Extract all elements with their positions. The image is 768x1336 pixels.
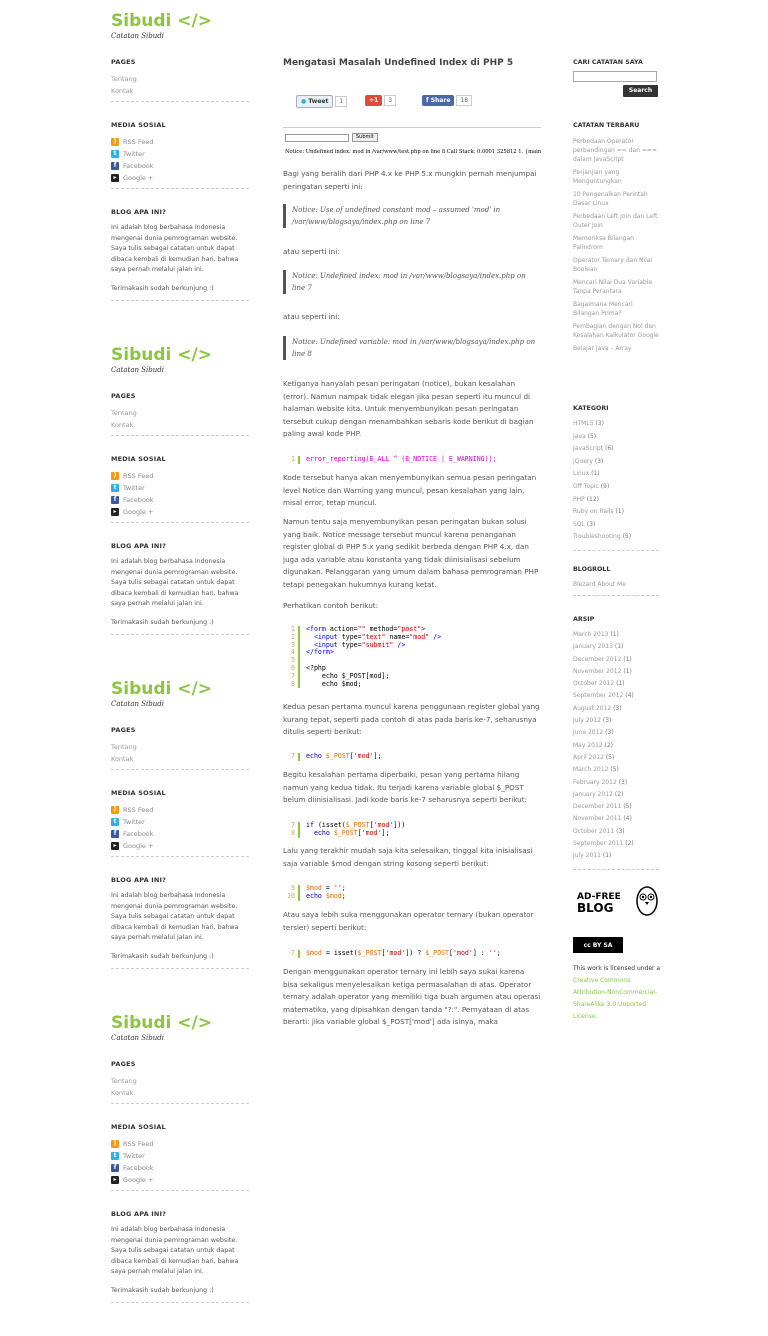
social-rss[interactable] <box>111 804 249 816</box>
site-title[interactable]: Sibudi </> <box>111 345 212 365</box>
recent-title: CATATAN TERBARU <box>573 122 640 129</box>
pages-widget <box>111 392 249 436</box>
code-block: 7 echo $_POST['mod']; <box>291 752 382 760</box>
gplus-button[interactable]: +1 <box>365 95 382 106</box>
archive-link[interactable]: December 2012 (1) <box>573 655 632 663</box>
category-link[interactable]: PHP (12) <box>573 495 599 503</box>
brand[interactable] <box>111 1012 212 1042</box>
archives-title: ARSIP <box>573 616 595 623</box>
about-title: BLOG APA INI? <box>111 1210 167 1218</box>
recent-post-link[interactable]: Memeriksa Bilangan Palindrom <box>573 235 634 251</box>
pages-widget <box>111 1060 249 1104</box>
social-twitter[interactable] <box>111 1150 249 1162</box>
facebook-icon: f <box>111 1164 119 1172</box>
paragraph: Kedua pesan pertama muncul karena penggunaan register global yang kurang tepat, seperti pada contoh di atas pada baris ke-7, seharusnya ditulis seperti berikut: <box>283 702 540 736</box>
social-widget <box>111 789 249 857</box>
category-link[interactable]: Ruby on Rails (1) <box>573 508 624 516</box>
thanks-text: Terimakasih sudah berkunjung :) <box>111 952 214 960</box>
archive-link[interactable]: March 2012 (5) <box>573 766 619 774</box>
pages-widget <box>111 58 249 102</box>
archive-link[interactable]: February 2012 (3) <box>573 778 628 786</box>
archive-link[interactable]: September 2012 (4) <box>573 692 634 700</box>
page-link-kontak[interactable]: Kontak <box>111 421 134 429</box>
twitter-icon: t <box>111 818 119 826</box>
rss-icon: ) <box>111 806 119 814</box>
archive-link[interactable]: September 2011 (2) <box>573 840 634 848</box>
about-widget <box>111 208 249 301</box>
rss-icon: ) <box>111 1140 119 1148</box>
social-twitter[interactable] <box>111 148 249 160</box>
site-tagline: Catatan Sibudi <box>111 366 164 374</box>
left-block <box>111 1002 249 1336</box>
categories <box>573 404 659 551</box>
social-label: Twitter <box>123 818 145 826</box>
youtube-play-icon: ▸ <box>111 508 119 516</box>
site-tagline: Catatan Sibudi <box>111 32 164 40</box>
example-form <box>285 133 378 142</box>
site-title[interactable]: Sibudi </> <box>111 11 212 31</box>
notice-output: Notice: Undefined index: mod in /var/www/test.php on line 8 Call Stack: 0.0001 325812 1. {main <box>285 149 542 155</box>
social-googleplus[interactable] <box>111 1174 249 1186</box>
recent-post-link[interactable]: Operator Ternary dan Nilai Boolean <box>573 257 653 273</box>
category-link[interactable]: Java (5) <box>573 432 597 440</box>
svg-text:AD-FREE: AD-FREE <box>577 892 621 902</box>
gplus-count: 3 <box>384 95 396 106</box>
recent-post-link[interactable]: Pembagian dengan Nol dan Kesalahan Kalkulator Google <box>573 323 659 339</box>
social-label: Twitter <box>123 1152 145 1160</box>
fb-share-button[interactable] <box>422 95 454 106</box>
recent-posts <box>573 121 659 357</box>
twitter-icon: t <box>111 150 119 158</box>
about-title: BLOG APA INI? <box>111 542 167 550</box>
about-text: Ini adalah blog berbahasa Indonesia mengenai dunia pemrograman website. Saya tulis sebagai catatan untuk dapat dibaca kembali di kemudian hari, bahwa saya pernah melalui jalan ini. <box>111 892 239 941</box>
facebook-icon: f <box>111 496 119 504</box>
blockquote: Notice: Use of undefined constant mod – assumed 'mod' in /var/www/blogsaya/index.php on line 7 <box>283 204 541 228</box>
pages-title: PAGES <box>111 726 136 734</box>
social-label: Google + <box>123 174 154 182</box>
social-widget <box>111 121 249 189</box>
recent-post-link[interactable]: Belajar Java – Array <box>573 345 632 352</box>
post-content <box>283 0 541 1024</box>
site-title[interactable]: Sibudi </> <box>111 1013 212 1033</box>
left-block <box>111 334 249 668</box>
recent-post-link[interactable]: Perbedaan Left Join dan Left Outer Join <box>573 213 658 229</box>
archive-link[interactable]: January 2013 (1) <box>573 643 624 651</box>
social-label: Google + <box>123 842 154 850</box>
archive-link[interactable]: April 2012 (5) <box>573 753 615 761</box>
facebook-icon: f <box>111 830 119 838</box>
social-rss[interactable] <box>111 136 249 148</box>
social-label: RSS Feed <box>123 138 154 146</box>
blogroll <box>573 565 659 596</box>
archive-link[interactable]: August 2012 (3) <box>573 704 622 712</box>
brand[interactable] <box>111 344 212 374</box>
youtube-play-icon: ▸ <box>111 1176 119 1184</box>
fb-share-count: 18 <box>456 95 472 106</box>
about-text: Ini adalah blog berbahasa Indonesia mengenai dunia pemrograman website. Saya tulis sebagai catatan untuk dapat dibaca kembali di kemudian hari, bahwa saya pernah melalui jalan ini. <box>111 558 239 607</box>
social-facebook[interactable] <box>111 1162 249 1174</box>
blockquote: Notice: Undefined index: mod in /var/www/blogsaya/index.php on line 7 <box>283 270 541 294</box>
social-facebook[interactable] <box>111 160 249 172</box>
archive-link[interactable]: March 2013 (1) <box>573 631 619 638</box>
left-block <box>111 0 249 334</box>
gplus-widget[interactable] <box>365 95 396 106</box>
tweet-count: 1 <box>335 96 347 107</box>
archive-link[interactable]: May 2012 (2) <box>573 741 614 749</box>
archive-link[interactable]: July 2012 (3) <box>573 717 612 725</box>
social-label: RSS Feed <box>123 472 154 480</box>
page-link-tentang[interactable]: Tentang <box>111 75 137 83</box>
page-link-tentang[interactable]: Tentang <box>111 743 137 751</box>
divider <box>283 127 541 128</box>
social-rss[interactable] <box>111 1138 249 1150</box>
category-link[interactable]: SQL (3) <box>573 520 596 528</box>
thanks-text: Terimakasih sudah berkunjung :) <box>111 618 214 626</box>
brand[interactable] <box>111 10 212 40</box>
category-link[interactable]: jQuery (3) <box>573 457 604 465</box>
about-title: BLOG APA INI? <box>111 208 167 216</box>
social-title: MEDIA SOSIAL <box>111 121 166 129</box>
paragraph: Kode tersebut hanya akan menyembunyikan semua pesan peringatan level Notice dan Warning yang muncul, pesan kesalahan yang lain, misal error, tetap muncul. <box>283 473 537 507</box>
search-input[interactable] <box>573 71 657 82</box>
paragraph: Begitu kesalahan pertama diperbaiki, pesan yang pertama hilang namun yang kedua tidak. Itu terjadi karena variable global $_POST belum diinisialisasi. Jadi kode baris ke-7 seharusnya seperti berikut: <box>283 770 527 804</box>
facebook-icon: f <box>111 162 119 170</box>
twitter-icon: t <box>111 484 119 492</box>
social-twitter[interactable] <box>111 816 249 828</box>
site-tagline: Catatan Sibudi <box>111 700 164 708</box>
youtube-play-icon: ▸ <box>111 174 119 182</box>
paragraph: Atau saya lebih suka menggunakan operator ternary (bukan operator tersier) seperti berikut: <box>283 910 534 932</box>
page-link-kontak[interactable]: Kontak <box>111 87 134 95</box>
social-widget <box>111 455 249 523</box>
line-number: 1 <box>291 455 295 463</box>
recent-post-link[interactable]: Bagaimana Mencari Bilangan Prima? <box>573 301 633 317</box>
category-link[interactable]: Linux (1) <box>573 470 600 478</box>
license-link[interactable]: Creative Commons Attribution-NonCommercial-ShareAlike 3.0 Unported License. <box>573 977 658 1020</box>
code-block: 1 <form action="" method="post"> 2 <input type="text" name="mod" /> 3 <input type="submit" /> 4 </form> 5 6 <?php 7 echo $_POST[mod]; 8 echo $mod; <box>291 625 442 688</box>
social-widget <box>111 1123 249 1191</box>
social-googleplus[interactable] <box>111 506 249 518</box>
social-label: RSS Feed <box>123 1140 154 1148</box>
ad-free-blog-badge <box>573 885 659 917</box>
archive-link[interactable]: July 2011 (1) <box>573 852 612 860</box>
archive-link[interactable]: June 2012 (3) <box>573 729 614 737</box>
social-label: Facebook <box>123 830 154 838</box>
about-widget <box>111 542 249 635</box>
paragraph: atau seperti ini: <box>283 247 340 256</box>
paragraph: Dengan menggunakan operator ternary ini lebih saya sukai karena bisa sekaligus menyelesaikan ketiga permasalahan di atas. Operator ternary adalah operator yang memiliki tiga buah argumen atau operasi matematika, yang dipisahkan dengan tanda "?:". Pernyataan di atas berarti: jika variable global $_POST['mod'] ada isinya, maka <box>283 967 541 1026</box>
archive-link[interactable]: January 2012 (2) <box>573 790 624 798</box>
brand[interactable] <box>111 678 212 708</box>
archive-link[interactable]: November 2011 (4) <box>573 815 632 823</box>
about-text: Ini adalah blog berbahasa Indonesia mengenai dunia pemrograman website. Saya tulis sebagai catatan untuk dapat dibaca kembali di kemudian hari, bahwa saya pernah melalui jalan ini. <box>111 1226 239 1275</box>
license-text: This work is licensed under a Creative Commons Attribution-NonCommercial-ShareAlike 3.0 Unported License. <box>573 965 661 1020</box>
post-title[interactable]: Mengatasi Masalah Undefined Index di PHP 5 <box>283 58 514 68</box>
social-title: MEDIA SOSIAL <box>111 789 166 797</box>
blockquote: Notice: Undefined variable: mod in /var/www/blogsaya/index.php on line 8 <box>283 336 541 360</box>
social-title: MEDIA SOSIAL <box>111 1123 166 1131</box>
social-label: Google + <box>123 508 154 516</box>
left-block <box>111 668 249 1002</box>
about-text: Ini adalah blog berbahasa Indonesia mengenai dunia pemrograman website. Saya tulis sebagai catatan untuk dapat dibaca kembali di kemudian hari, bahwa saya pernah melalui jalan ini. <box>111 224 239 273</box>
rss-icon: ) <box>111 138 119 146</box>
archive-link[interactable]: October 2011 (3) <box>573 827 625 835</box>
thanks-text: Terimakasih sudah berkunjung :) <box>111 284 214 292</box>
category-link[interactable]: Troubleshooting (5) <box>573 533 632 541</box>
recent-post-link[interactable]: Perbedaan Operator perbandingan == dan === dalam JavaScript <box>573 138 657 163</box>
rss-icon: ) <box>111 472 119 480</box>
social-label: RSS Feed <box>123 806 154 814</box>
paragraph: Lalu yang terakhir mudah saja kita selesaikan, tinggal kita inisialisasi saja variable $mod dengan string kosong seperti berikut: <box>283 846 533 868</box>
archive-link[interactable]: December 2011 (5) <box>573 803 632 811</box>
twitter-bird-icon: ● <box>301 98 307 105</box>
paragraph: atau seperti ini: <box>283 312 340 321</box>
social-googleplus[interactable] <box>111 172 249 184</box>
about-widget <box>111 1210 249 1303</box>
social-label: Twitter <box>123 150 145 158</box>
social-label: Facebook <box>123 162 154 170</box>
code-line: error_reporting(E_ALL ^ (E_NOTICE | E_WARNING)); <box>306 455 497 463</box>
paragraph: Perhatikan contoh berikut: <box>283 601 379 610</box>
recent-post-link[interactable]: Mencari Nilai Dua Variable Tanpa Perantara <box>573 279 653 295</box>
social-label: Facebook <box>123 496 154 504</box>
archives <box>573 615 659 870</box>
category-link[interactable]: JavaScript (6) <box>573 445 614 453</box>
page-link-kontak[interactable]: Kontak <box>111 1089 134 1097</box>
social-rss[interactable] <box>111 470 249 482</box>
cc-license-badge[interactable]: cc BY SA <box>573 937 623 953</box>
tweet-widget[interactable] <box>296 95 347 108</box>
thanks-text: Terimakasih sudah berkunjung :) <box>111 1286 214 1294</box>
search-title: CARI CATATAN SAYA <box>573 59 643 66</box>
svg-text:BLOG: BLOG <box>577 901 614 915</box>
site-title[interactable]: Sibudi </> <box>111 679 212 699</box>
social-title: MEDIA SOSIAL <box>111 455 166 463</box>
recent-post-link[interactable]: Perjanjian yang Menguntungkan <box>573 169 622 185</box>
paragraph: Bagi yang beralih dari PHP 4.x ke PHP 5.x mungkin pernah menjumpai peringatan seperti ini: <box>283 169 537 191</box>
site-tagline: Catatan Sibudi <box>111 1034 164 1042</box>
code-block: 7 $mod = isset($_POST['mod']) ? $_POST['mod'] : ''; <box>291 949 501 957</box>
tweet-button[interactable] <box>296 95 333 108</box>
blogroll-link[interactable]: Blezard About Me <box>573 581 626 588</box>
example-text-input[interactable] <box>285 134 349 142</box>
paragraph: Namun tentu saja menyembunyikan pesan peringatan bukan solusi yang baik. Notice message tersebut muncul karena penanganan register global di PHP 5.x yang sedikit berbeda dengan PHP 4.x, dan juga ada variable atau konstanta yang tidak diinisialisasi sebelum digunakan. Pelanggaran yang umum dalam bahasa pemrograman PHP tetapi penegakan hukumnya kurang ketat. <box>283 517 539 589</box>
right-sidebar <box>573 0 663 1024</box>
social-facebook[interactable] <box>111 828 249 840</box>
code-block <box>283 456 541 464</box>
category-link[interactable]: Off Topic (9) <box>573 482 610 490</box>
pages-title: PAGES <box>111 392 136 400</box>
pages-widget <box>111 726 249 770</box>
archive-link[interactable]: November 2012 (1) <box>573 667 632 675</box>
fb-share-label: Share <box>430 97 451 104</box>
social-label: Facebook <box>123 1164 154 1172</box>
archive-link[interactable]: October 2012 (1) <box>573 680 625 688</box>
about-widget <box>111 876 249 969</box>
pages-title: PAGES <box>111 1060 136 1068</box>
page-link-tentang[interactable]: Tentang <box>111 1077 137 1085</box>
social-facebook[interactable] <box>111 494 249 506</box>
twitter-icon: t <box>111 1152 119 1160</box>
social-label: Twitter <box>123 484 145 492</box>
social-twitter[interactable] <box>111 482 249 494</box>
code-block: 7 if (isset($_POST['mod'])) 8 echo $_POST['mod']; <box>291 821 406 837</box>
page-link-kontak[interactable]: Kontak <box>111 755 134 763</box>
about-title: BLOG APA INI? <box>111 876 167 884</box>
category-link[interactable]: HTML5 (3) <box>573 420 604 427</box>
code-block: 9 $mod = ''; 10 echo $mod; <box>287 884 346 900</box>
pages-title: PAGES <box>111 58 136 66</box>
example-submit-button[interactable]: Submit <box>352 133 378 142</box>
recent-post-link[interactable]: 10 Pengenalkan Perintah Dasar Linux <box>573 191 648 207</box>
tweet-label: Tweet <box>308 98 329 105</box>
paragraph: Ketiganya hanyalah pesan peringatan (notice), bukan kesalahan (error). Namun nampak tidak elegan jika pesan seperti itu muncul di halaman website kita. Untuk menyembunyikan pesan peringatan tersebut cukup dengan menambahkan sebaris kode berikut di bagian paling awal kode PHP. <box>283 379 534 438</box>
social-googleplus[interactable] <box>111 840 249 852</box>
search-button[interactable]: Search <box>623 85 658 97</box>
blogroll-title: BLOGROLL <box>573 566 611 573</box>
youtube-play-icon: ▸ <box>111 842 119 850</box>
page-link-tentang[interactable]: Tentang <box>111 409 137 417</box>
left-sidebar <box>111 0 249 1294</box>
categories-title: KATEGORI <box>573 405 609 412</box>
fb-share-widget[interactable] <box>422 95 472 106</box>
facebook-icon: f <box>426 97 429 104</box>
social-label: Google + <box>123 1176 154 1184</box>
